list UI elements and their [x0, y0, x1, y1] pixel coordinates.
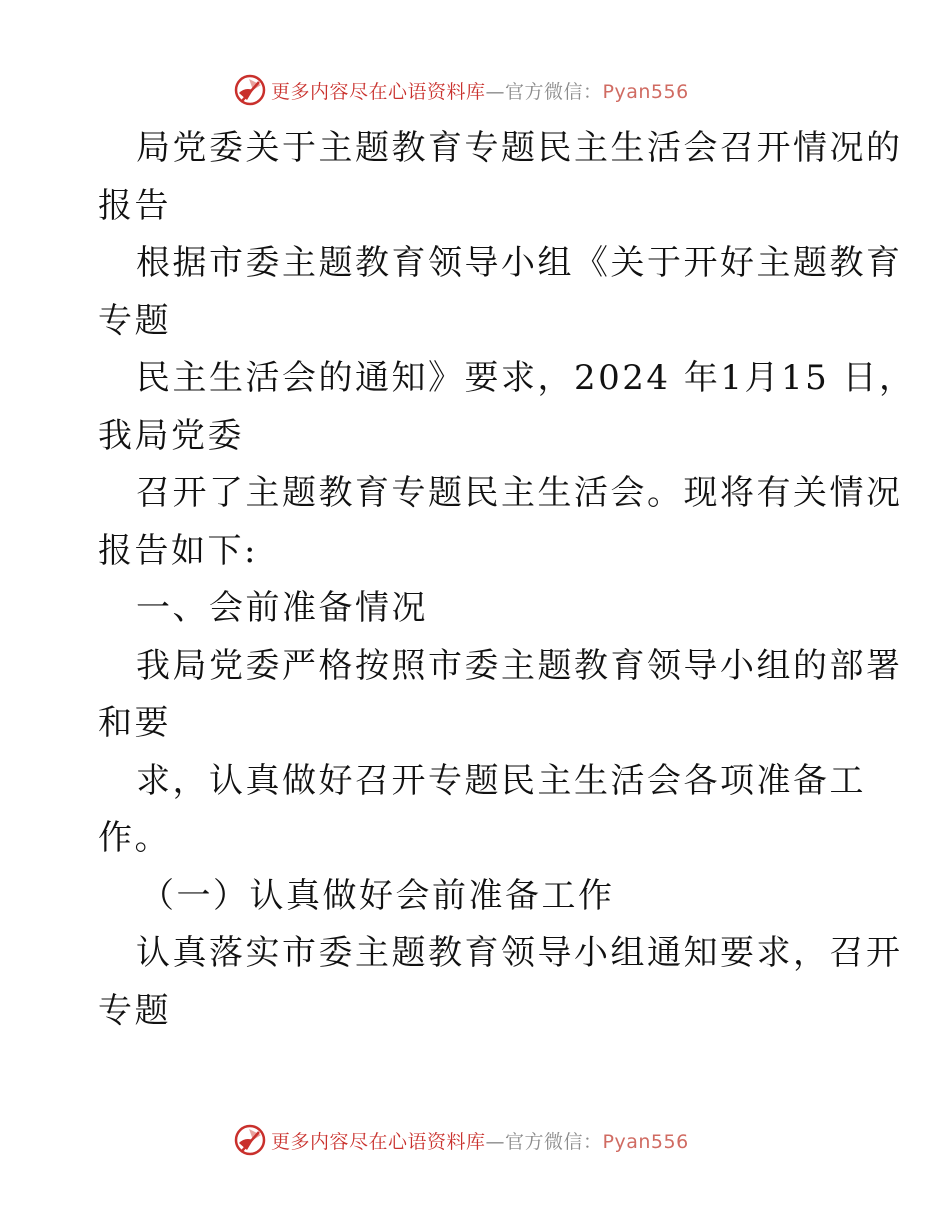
doc-line-6: 我局党委	[98, 415, 244, 456]
watermark-wechat-label: 官方微信：	[505, 80, 603, 103]
watermark-wechat-label: 官方微信：	[505, 1130, 603, 1153]
doc-line-10: 我局党委严格按照市委主题教育领导小组的部署	[136, 645, 903, 686]
header-watermark	[0, 70, 950, 110]
doc-line-5: 民主生活会的通知》要求，2024 年1月15 日，	[136, 358, 916, 398]
watermark-wechat-id: Pyan556	[602, 80, 689, 103]
subsection-heading-1: （一）认真做好会前准备工作	[140, 875, 615, 916]
doc-line-16: 专题	[98, 990, 171, 1031]
doc-line-8: 报告如下:	[98, 530, 258, 571]
watermark-brand: 更多内容尽在心语资料库	[271, 80, 486, 103]
watermark-separator: —	[485, 80, 506, 103]
doc-title-line-1: 局党委关于主题教育专题民主生活会召开情况的	[136, 128, 903, 168]
watermark-separator: —	[485, 1130, 506, 1153]
footer-watermark	[0, 1120, 950, 1160]
doc-line-13: 作。	[98, 818, 171, 858]
doc-line-11: 和要	[98, 703, 171, 743]
watermark-text	[271, 1127, 689, 1154]
book-pen-logo-icon	[233, 73, 267, 107]
book-pen-logo-icon	[233, 1123, 267, 1157]
doc-line-4: 专题	[98, 300, 171, 341]
doc-title-line-2: 报告	[98, 185, 171, 226]
doc-line-12: 求，认真做好召开专题民主生活会各项准备工	[136, 760, 866, 801]
watermark-text	[271, 77, 689, 104]
watermark-wechat-id: Pyan556	[602, 1130, 689, 1153]
doc-line-7: 召开了主题教育专题民主生活会。现将有关情况	[136, 473, 903, 513]
doc-line-3: 根据市委主题教育领导小组《关于开好主题教育	[136, 243, 903, 283]
watermark-brand: 更多内容尽在心语资料库	[271, 1130, 486, 1153]
doc-line-15: 认真落实市委主题教育领导小组通知要求，召开	[136, 933, 903, 973]
document-body	[98, 120, 916, 1040]
section-heading-1: 一、会前准备情况	[136, 588, 428, 628]
